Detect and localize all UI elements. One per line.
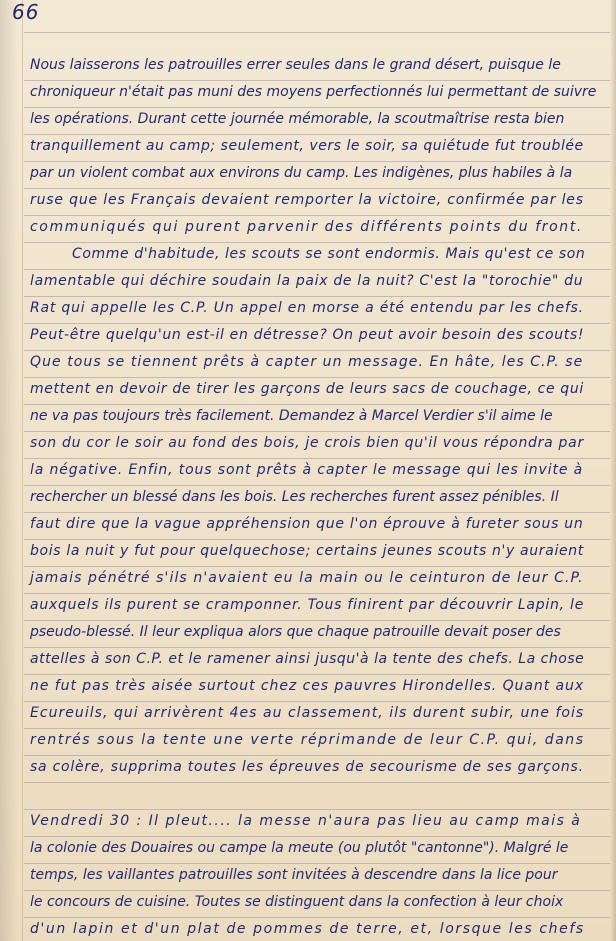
ruled-line bbox=[24, 134, 610, 135]
ruled-line bbox=[24, 512, 610, 513]
text-line: tranquillement au camp; seulement, vers le soir, sa quiétude fut troublée bbox=[30, 138, 584, 154]
page-edge-shadow bbox=[610, 0, 616, 941]
text-line: ne va pas toujours très facilement. Demandez à Marcel Verdier s'il aime le bbox=[30, 408, 553, 424]
ruled-line bbox=[24, 863, 610, 864]
ruled-line bbox=[24, 620, 610, 621]
text-line: Nous laisserons les patrouilles errer seules dans le grand désert, puisque le bbox=[30, 57, 561, 73]
page-number: 66 bbox=[12, 0, 40, 24]
text-line: la négative. Enfin, tous sont prêts à capter le message qui les invite à bbox=[30, 462, 584, 478]
text-line: Ecureuils, qui arrivèrent 4es au classement, ils durent subir, une fois bbox=[30, 705, 585, 721]
text-line: auxquels ils purent se cramponner. Tous finirent par découvrir Lapin, le bbox=[30, 597, 585, 613]
text-line: pseudo-blessé. Il leur expliqua alors que chaque patrouille devait poser des bbox=[30, 624, 561, 640]
ruled-line bbox=[24, 593, 610, 594]
text-line: Peut-être quelqu'un est-il en détresse? On peut avoir besoin des scouts! bbox=[30, 327, 585, 343]
text-line: rechercher un blessé dans les bois. Les recherches furent assez pénibles. Il bbox=[30, 489, 559, 505]
ruled-line bbox=[24, 32, 610, 33]
ruled-line bbox=[24, 809, 610, 810]
text-line: chroniqueur n'était pas muni des moyens perfectionnés lui permettant de suivre bbox=[30, 84, 597, 100]
text-line: ruse que les Français devaient remporter la victoire, confirmée par les bbox=[30, 192, 584, 208]
ruled-line bbox=[24, 377, 610, 378]
ruled-line bbox=[24, 80, 610, 81]
text-line: Vendredi 30 : Il pleut.... la messe n'aura pas lieu au camp mais à bbox=[30, 813, 582, 829]
text-line: Que tous se tiennent prêts à capter un message. En hâte, les C.P. se bbox=[30, 354, 584, 370]
ruled-line bbox=[24, 917, 610, 918]
ruled-line bbox=[24, 431, 610, 432]
text-line: la colonie des Douaires ou campe la meute (ou plutôt "cantonne"). Malgré le bbox=[30, 840, 569, 856]
text-line: sa colère, supprima toutes les épreuves de secourisme de ses garçons. bbox=[30, 759, 584, 775]
ruled-line bbox=[24, 566, 610, 567]
ruled-line bbox=[24, 215, 610, 216]
text-line: Rat qui appelle les C.P. Un appel en morse a été entendu par les chefs. bbox=[30, 300, 584, 316]
margin-line bbox=[22, 0, 23, 941]
text-line: mettent en devoir de tirer les garçons de leurs sacs de couchage, ce qui bbox=[30, 381, 584, 397]
ruled-line bbox=[24, 188, 610, 189]
text-line: par un violent combat aux environs du camp. Les indigènes, plus habiles à la bbox=[30, 165, 573, 181]
ruled-line bbox=[24, 242, 610, 243]
ruled-line bbox=[24, 161, 610, 162]
text-line: rentrés sous la tente une verte réprimande de leur C.P. qui, dans bbox=[30, 732, 585, 748]
ruled-line bbox=[24, 755, 610, 756]
ruled-line bbox=[24, 728, 610, 729]
text-line: bois la nuit y fut pour quelquechose; certains jeunes scouts n'y auraient bbox=[30, 543, 584, 559]
ruled-line bbox=[24, 836, 610, 837]
ruled-line bbox=[24, 296, 610, 297]
text-line: attelles à son C.P. et le ramener ainsi jusqu'à la tente des chefs. La chose bbox=[30, 651, 585, 667]
text-line: Comme d'habitude, les scouts se sont endormis. Mais qu'est ce son bbox=[72, 246, 586, 262]
text-line: jamais pénétré s'ils n'avaient eu la main ou le ceinturon de leur C.P. bbox=[30, 570, 584, 586]
ruled-line bbox=[24, 269, 610, 270]
text-line: ne fut pas très aisée surtout chez ces pauvres Hirondelles. Quant aux bbox=[30, 678, 585, 694]
text-line: communiqués qui purent parvenir des différents points du front. bbox=[30, 219, 583, 235]
text-line: temps, les vaillantes patrouilles sont invitées à descendre dans la lice pour bbox=[30, 867, 558, 883]
ruled-line bbox=[24, 404, 610, 405]
text-line: le concours de cuisine. Toutes se distinguent dans la confection à leur choix bbox=[30, 894, 564, 910]
ruled-line bbox=[24, 107, 610, 108]
text-line: faut dire que la vague appréhension que l'on éprouve à fureter sous un bbox=[30, 516, 584, 532]
ruled-line bbox=[24, 458, 610, 459]
ruled-line bbox=[24, 782, 610, 783]
text-line: son du cor le soir au fond des bois, je crois bien qu'il vous répondra par bbox=[30, 435, 584, 451]
ruled-line bbox=[24, 485, 610, 486]
text-line: les opérations. Durant cette journée mémorable, la scoutmaîtrise resta bien bbox=[30, 111, 565, 127]
ruled-line bbox=[24, 890, 610, 891]
ruled-line bbox=[24, 701, 610, 702]
text-line: d'un lapin et d'un plat de pommes de terre, et, lorsque les chefs bbox=[30, 921, 585, 937]
ruled-line bbox=[24, 323, 610, 324]
ruled-line bbox=[24, 674, 610, 675]
ruled-line bbox=[24, 539, 610, 540]
text-line: lamentable qui déchire soudain la paix de la nuit? C'est la "torochie" du bbox=[30, 273, 584, 289]
ruled-line bbox=[24, 350, 610, 351]
ruled-line bbox=[24, 647, 610, 648]
